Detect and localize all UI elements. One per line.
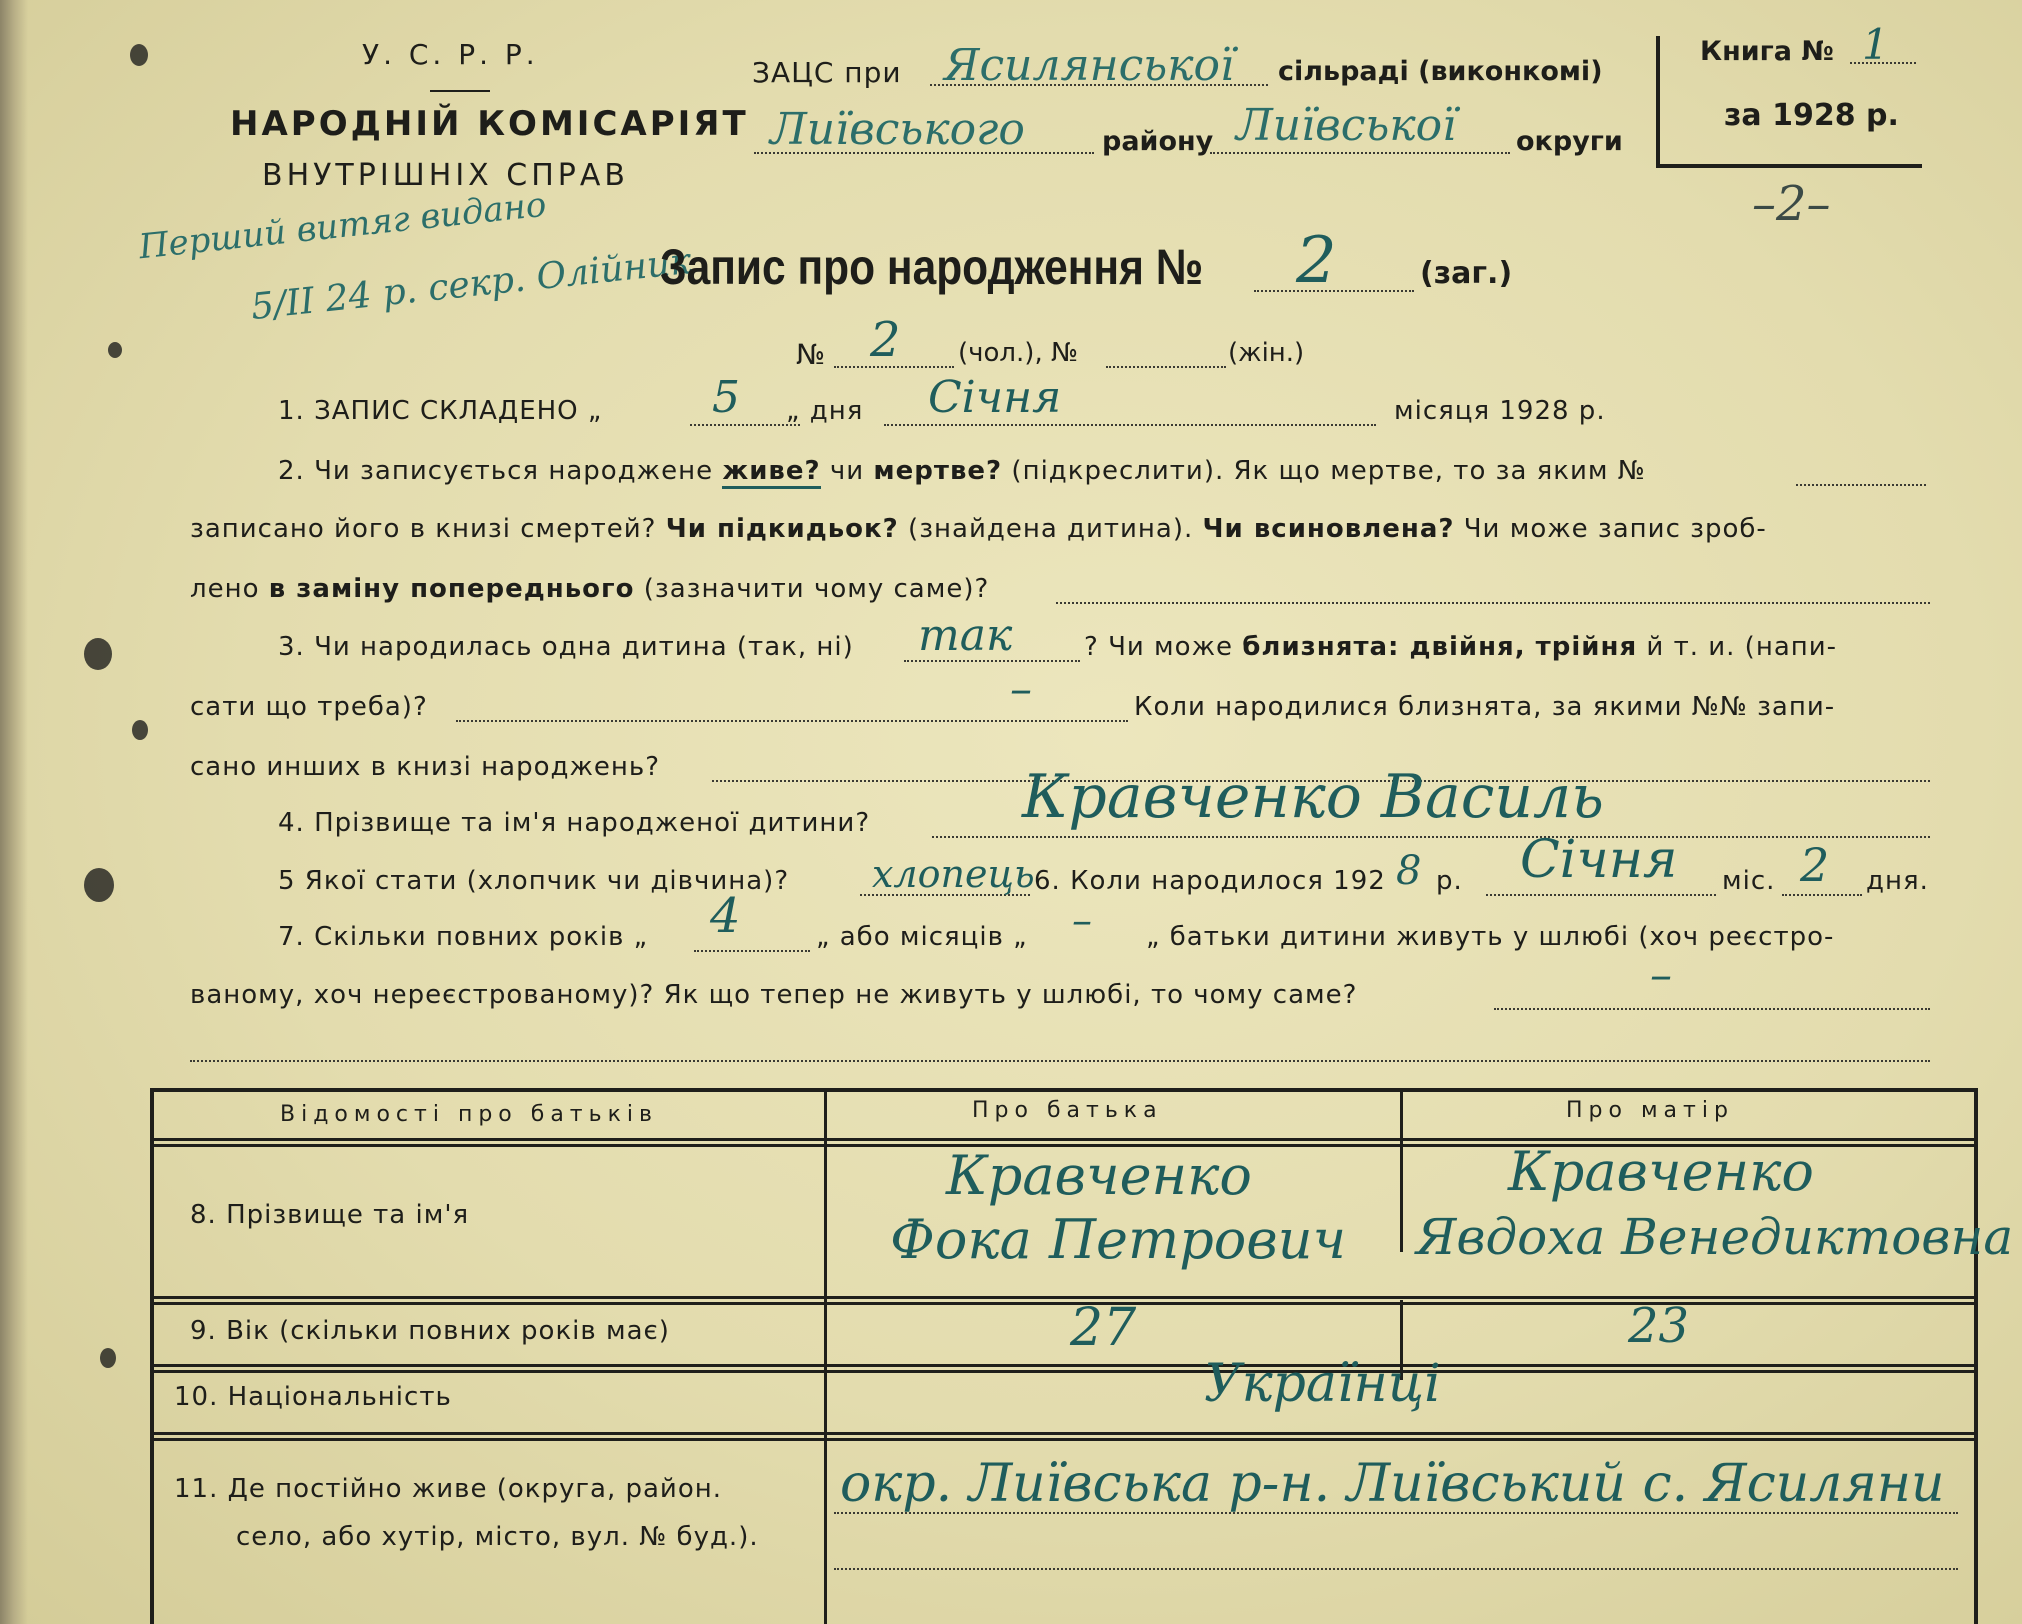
ussr-label: У. С. Р. Р. (362, 38, 539, 71)
sex-value: хлопець (872, 852, 1035, 896)
record-number-value: 2 (1296, 224, 1337, 298)
header-mother: Про матір (1566, 1098, 1734, 1123)
q3-c: й т. и. (напи- (1646, 632, 1838, 662)
q4-field (932, 836, 1930, 838)
q1-suffix: місяця 1928 р. (1394, 396, 1606, 426)
child-name-value: Кравченко Василь (1022, 762, 1604, 832)
q3-twins: близнята: двійня, трійня (1242, 632, 1638, 662)
q2-replace: в заміну попереднього (268, 574, 635, 604)
row-divider (154, 1296, 1974, 1299)
q2-replace-field (1056, 602, 1930, 604)
book-box-border (1656, 36, 1660, 168)
q7-reason-field (1494, 1008, 1930, 1010)
margin-note-line2: 5/ІІ 24 р. секр. Олійник (249, 240, 694, 329)
q2-dead: мертве? (873, 456, 1003, 486)
divider (430, 90, 490, 92)
book-label: Книга № (1700, 36, 1834, 67)
row-divider (154, 1432, 1974, 1435)
q2-line2-c: Чи може запис зроб- (1463, 514, 1767, 544)
q2-adopted: Чи всиновлена? (1202, 514, 1455, 544)
q1-day-value: 5 (712, 372, 740, 423)
district-value: Лиївського (770, 104, 1025, 155)
q3-text-b (1084, 632, 1837, 662)
parents-table (150, 1088, 2014, 1624)
q3-text-a: 3. Чи народилась одна дитина (так, ні) (278, 632, 854, 662)
birth-year-value: 8 (1396, 848, 1422, 894)
mother-name: Явдоха Венедиктовна (1416, 1208, 2014, 1266)
row-divider (154, 1370, 1974, 1373)
q2-a: 2. Чи записується народжене (278, 456, 714, 486)
q2-line2-a: записано його в книзі смертей? (190, 514, 657, 544)
q2-text-line3 (190, 574, 989, 604)
mother-surname: Кравченко (1508, 1140, 1814, 1203)
margin-note-line1: Перший витяг видано (137, 184, 549, 268)
zag-label: (заг.) (1420, 256, 1513, 291)
q1-month-field (884, 424, 1376, 426)
q7-text-c: „ батьки дитини живуть у шлюбі (хоч реєстро- (1146, 922, 1835, 952)
residence-value: окр. Лиївська р-н. Лиївський с. Ясиляни (840, 1454, 1945, 1514)
row-divider (154, 1302, 1974, 1305)
residence-field-2 (834, 1568, 1958, 1570)
col-divider (1400, 1092, 1403, 1252)
birth-day-field (1782, 894, 1862, 896)
header-father: Про батька (972, 1098, 1163, 1123)
okrug-value: Лиївської (1236, 100, 1457, 151)
q2-b: чи (829, 456, 865, 486)
mother-age: 23 (1628, 1298, 1690, 1354)
binding-hole (84, 868, 114, 902)
row-age-label: 9. Вік (скільки повних років має) (190, 1316, 670, 1346)
father-surname: Кравченко (946, 1144, 1252, 1207)
father-age: 27 (1070, 1298, 1137, 1358)
q2-death-no-field (1796, 484, 1926, 486)
q6-label: 6. Коли народилося 192 (1034, 866, 1386, 896)
paper-edge (0, 0, 28, 1624)
q7-text-a: 7. Скільки повних років „ (278, 922, 649, 952)
q1-dnia: „ дня (786, 396, 864, 426)
silradi-label: сільраді (виконкомі) (1278, 56, 1603, 87)
q2-text-line2 (190, 514, 1767, 544)
q2-line3-b: (зазначити чому саме)? (643, 574, 990, 604)
birth-month-field (1486, 894, 1716, 896)
raion-label: району (1102, 126, 1214, 157)
q1-day-field (690, 424, 800, 426)
q6-dnia: дня. (1866, 866, 1929, 896)
binding-hole (108, 342, 122, 358)
father-name: Фока Петрович (890, 1208, 1347, 1271)
female-no-field (1106, 366, 1226, 368)
q5-label: 5 Якої стати (хлопчик чи дівчина)? (278, 866, 790, 896)
zags-label: ЗАЦС при (752, 56, 902, 89)
row-name-label: 8. Прізвище та ім'я (190, 1200, 470, 1230)
birth-day-value: 2 (1800, 838, 1830, 892)
q7-line2: ваному, хоч нереєстрованому)? Як що тепер не живуть у шлюбі, то чому саме? (190, 980, 1358, 1010)
q2-text-a (278, 456, 1646, 486)
book-box-border (1656, 164, 1922, 168)
q2-line2-b: (знайдена дитина). (908, 514, 1194, 544)
zags-village-value: Ясилянської (944, 40, 1235, 91)
row-nationality-label: 10. Національність (174, 1382, 452, 1412)
okrug-label: округи (1516, 126, 1623, 157)
q6-r: р. (1436, 866, 1463, 896)
q2-foundling: Чи підкидьок? (665, 514, 899, 544)
q4-label: 4. Прізвище та ім'я народженої дитини? (278, 808, 871, 838)
binding-hole (84, 638, 112, 670)
nationality-value: Українці (1204, 1354, 1441, 1414)
q2-c: (підкреслити). Як що мертве, то за яким № (1011, 456, 1646, 486)
commissariat-label: НАРОДНІЙ КОМІСАРІЯТ (230, 104, 749, 144)
chol-label: (чол.), № (958, 338, 1079, 368)
header-parents-info: Відомості про батьків (280, 1102, 658, 1127)
q2-alive: живе? (722, 456, 820, 489)
q3-twins-value: – (1010, 664, 1032, 715)
q7-months-value: – (1072, 898, 1092, 944)
row-divider (154, 1438, 1974, 1441)
q2-line3-a: лено (190, 574, 260, 604)
q3-line2-a: сати що треба)? (190, 692, 428, 722)
q3-line2-b: Коли народилися близнята, за якими №№ запи- (1134, 692, 1836, 722)
male-no-value: 2 (870, 312, 901, 368)
q7-text-b: „ або місяців „ (816, 922, 1028, 952)
no-label: № (796, 338, 826, 371)
binding-hole (132, 720, 148, 740)
q3-single-value: так (918, 610, 1013, 661)
book-year: за 1928 р. (1724, 98, 1899, 133)
col-divider (824, 1092, 827, 1624)
q1-prefix: 1. ЗАПИС СКЛАДЕНО „ (278, 396, 603, 426)
birth-month-value: Січня (1520, 830, 1678, 890)
q3-b: ? Чи може (1084, 632, 1233, 662)
q1-month-value: Січня (928, 372, 1062, 423)
book-no-value: 1 (1862, 20, 1889, 69)
record-title: Запис про народження № (660, 239, 1204, 295)
binding-hole (130, 44, 148, 66)
page-mark: –2– (1752, 176, 1831, 232)
q3-line3: сано инших в книзі народжень? (190, 752, 660, 782)
row-divider (154, 1364, 1974, 1367)
q7-years-field (694, 950, 810, 952)
q6-mis: міс. (1722, 866, 1776, 896)
q7-years-value: 4 (710, 888, 741, 944)
internal-affairs-label: ВНУТРІШНІХ СПРАВ (262, 158, 629, 193)
okrug-field (1210, 152, 1510, 154)
q7-reason-value: – (1650, 950, 1672, 1001)
zhin-label: (жін.) (1228, 338, 1305, 368)
row-residence-label-2: село, або хутір, місто, вул. № буд.). (236, 1522, 759, 1552)
binding-hole (100, 1348, 116, 1368)
q3-twins-field (456, 720, 1128, 722)
q7-reason-field-2 (190, 1060, 1930, 1062)
row-residence-label-1: 11. Де постійно живе (округа, район. (174, 1474, 723, 1504)
